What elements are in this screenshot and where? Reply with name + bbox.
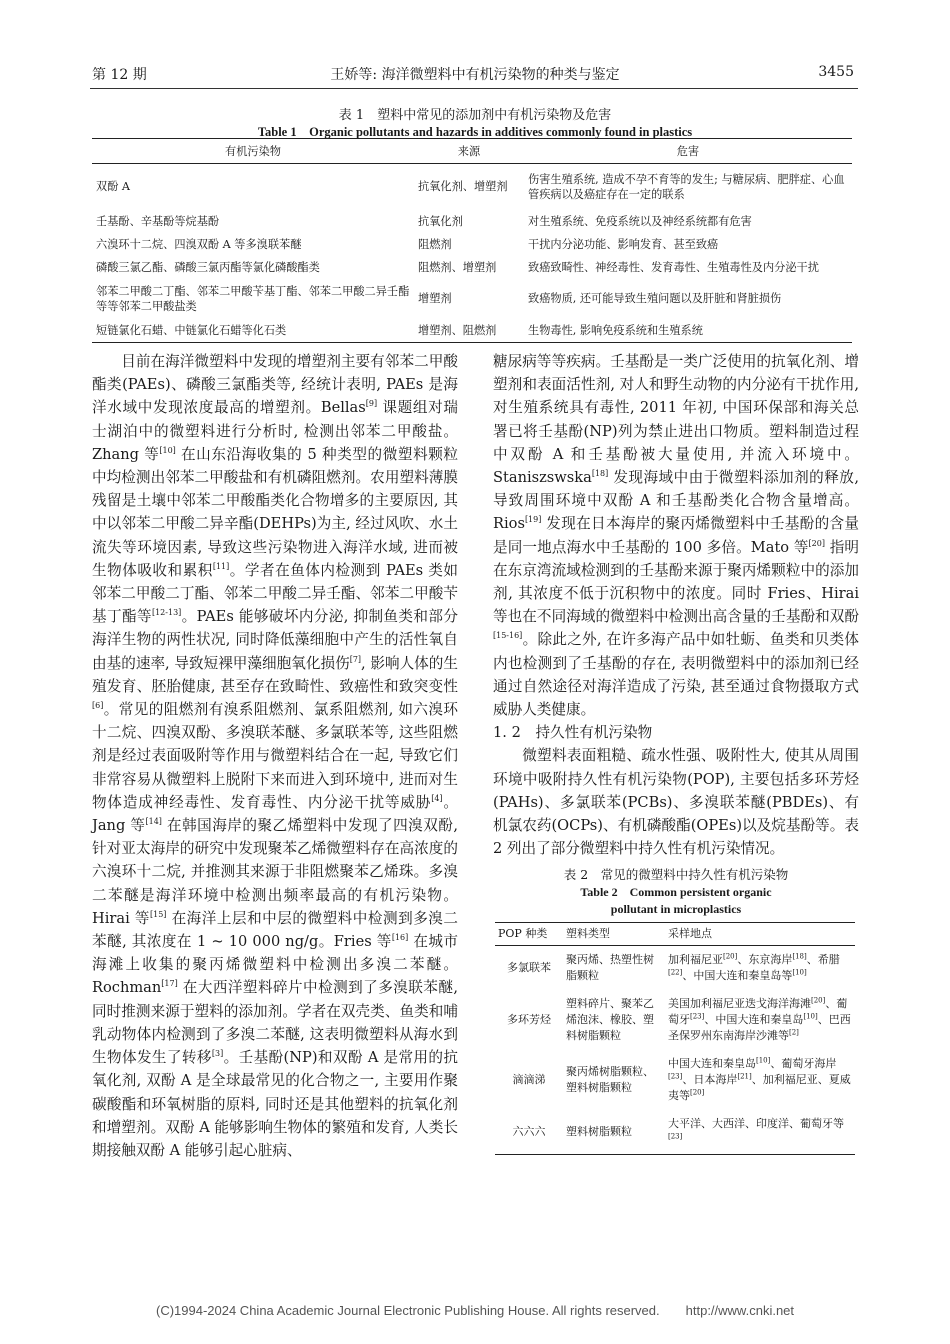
text-run: 。PAEs 能够破坏内分泌, 抑制鱼类和部分海洋生物的两性状况, 同时降低藻细胞中产生的活性氧自由基的速率, 导致短裸甲藻细胞氧化损伤 xyxy=(92,608,458,672)
text-run: 。除此之外, 在许多海产品中如牡蛎、鱼类和贝类体内也检测到了壬基酚的存在, 表明微塑料中的添加剂已经通过自然途径对海洋造成了污染, 甚至通过食物摄取方式威胁人类健康。 xyxy=(493,631,859,719)
table-cell: 磷酸三氯乙酯、磷酸三氯丙酯等氯化磷酸酯类 xyxy=(96,260,320,274)
citation: [6] xyxy=(92,701,104,711)
table-cell: 邻苯二甲酸二丁酯、邻苯二甲酸苄基丁酯、邻苯二甲酸二异壬酯等等邻苯二甲酸盐类 xyxy=(96,284,410,313)
text-run: 在城市海滩上收集的聚丙烯微塑料中检测出多溴二苯醚。Rochman xyxy=(92,933,459,997)
table-row xyxy=(92,210,852,233)
table1-header-cell: 有机污染物 xyxy=(92,139,414,164)
text-run: 在山东沿海收集的 5 种类型的微塑料颗粒中均检测出邻苯二甲酸盐和有机磷阻燃剂。农用塑料薄膜残留是土壤中邻苯二甲酸酯类化合物增多的主要原因, 其中以邻苯二甲酸二异辛酯(DEHPs)为主, 经过风吹、水土流失等环境因素, 导致这些污染物进入海洋水域, 进而被生物体吸收和累积 xyxy=(92,445,458,579)
text-run: 、希腊 xyxy=(806,953,840,967)
text-run: 糖尿病等等疾病。壬基酚是一类广泛使用的抗氧化剂、增塑剂和表面活性剂, 对人和野生动物的内分泌有干扰作用, 对生殖系统具有毒性, 2011 年初, 中国环保部和海关总署已将壬基酚(NP)列为禁止进出口物质。塑料制造过程中双酚 A 和壬基酚被大量使用, 并流入环境中。Staniszswska xyxy=(493,353,859,487)
text-run: 发现在日本海岸的聚丙烯微塑料中壬基酚的含量是同一地点海水中壬基酚的 100 多倍。Mato 等 xyxy=(493,515,859,556)
table-row xyxy=(495,1050,855,1110)
body-paragraph xyxy=(92,350,458,1162)
citation: [10] xyxy=(803,1012,818,1021)
table-cell: 滴滴涕 xyxy=(512,1073,546,1087)
table-cell: 干扰内分泌功能、影响发育、甚至致癌 xyxy=(528,237,719,251)
citation: [20] xyxy=(723,952,738,961)
citation: [11] xyxy=(212,561,230,571)
issue-number: 第 12 期 xyxy=(92,67,147,83)
table1-caption-cn: 表 1 塑料中常见的添加剂中有机污染物及危害 xyxy=(338,108,612,123)
citation: [15-16] xyxy=(493,631,523,641)
page-number: 3455 xyxy=(818,64,854,80)
table-cell xyxy=(665,990,855,1050)
text-run: 在海洋上层和中层的微塑料中检测到多溴二苯醚, 其浓度在 1 ~ 10 000 ng/g。Fries 等 xyxy=(92,909,458,951)
citation: [23] xyxy=(668,1132,683,1141)
citation: [10] xyxy=(792,968,807,977)
citation: [20] xyxy=(808,538,825,548)
citation: [19] xyxy=(524,515,542,525)
caption-line: pollutant in microplastics xyxy=(610,902,742,917)
text-run: 目前在海洋微塑料中发现的增塑剂主要有邻苯二甲酸酯类(PAEs)、磷酸三氯酯类等, 经统计表明, PAEs 是海洋水域中发现浓度最高的增塑剂。Bellas xyxy=(92,353,458,417)
running-title: 王娇等: 海洋微塑料中有机污染物的种类与鉴定 xyxy=(330,67,620,83)
citation: [22] xyxy=(668,968,683,977)
header-rule xyxy=(90,88,858,89)
table-cell xyxy=(665,1050,855,1110)
table-cell: 阻燃剂、增塑剂 xyxy=(418,260,497,274)
table-cell: 聚丙烯、热塑性树脂颗粒 xyxy=(566,953,654,983)
table-cell: 对生殖系统、免疫系统以及神经系统都有危害 xyxy=(528,214,752,228)
table-cell: 六六六 xyxy=(495,1110,563,1155)
table-cell: 生物毒性, 影响免疫系统和生殖系统 xyxy=(524,319,852,343)
table-cell xyxy=(665,1110,855,1155)
citation: [23] xyxy=(668,1072,683,1081)
citation: [10] xyxy=(756,1056,771,1065)
body-paragraph xyxy=(493,350,859,721)
text-run: 。Jang 等 xyxy=(92,793,458,835)
table1-header-row xyxy=(92,139,852,164)
text-run: 指明在东京湾流域检测到的壬基酚来源于聚丙烯颗粒中的添加剂, 其浓度不低于沉积物中的浓度。同时 Fries、Hirai 等也在不同海域的微塑料中检测出高含量的壬基酚和双酚 xyxy=(493,538,860,626)
citation: [18] xyxy=(792,952,807,961)
text-run: 、葡萄牙 xyxy=(668,997,848,1027)
text-run: 、加利福尼亚、夏威夷等 xyxy=(668,1073,851,1103)
table-cell: 抗氧化剂、增塑剂 xyxy=(418,180,508,194)
table-row xyxy=(495,1110,855,1155)
table1 xyxy=(92,138,852,343)
table1-header-cell: 危害 xyxy=(524,139,852,164)
table1-header-cell: 来源 xyxy=(414,139,524,164)
table2-header-cell: POP 种类 xyxy=(495,923,563,946)
caption-line: Table 2 Common persistent organic xyxy=(580,885,772,900)
table-cell: 壬基酚、辛基酚等烷基酚 xyxy=(96,214,220,228)
citation: [10] xyxy=(159,445,176,455)
citation: [21] xyxy=(737,1072,752,1081)
table-cell: 六溴环十二烷、四溴双酚 A 等多溴联苯醚 xyxy=(96,237,302,251)
citation: [12-13] xyxy=(151,608,182,618)
table2-header-cell: 塑料类型 xyxy=(563,923,665,946)
table-cell: 阻燃剂 xyxy=(418,237,452,251)
citation: [3] xyxy=(211,1049,224,1059)
table-cell: 增塑剂、阻燃剂 xyxy=(414,319,524,343)
citation: [15] xyxy=(150,910,167,920)
copyright-footer: (C)1994-2024 China Academic Journal Electronic Publishing House. All rights reserved. http://www.cnki.net xyxy=(155,1303,795,1318)
table-cell: 多氯联苯 xyxy=(507,961,551,975)
table-row xyxy=(92,319,852,343)
table-row xyxy=(92,233,852,256)
section-heading: 1. 2 持久性有机污染物 xyxy=(493,724,653,742)
citation: [23] xyxy=(690,1012,705,1021)
citation: [7] xyxy=(349,654,362,664)
text-run: 。常见的阻燃剂有溴系阻燃剂、氯系阻燃剂, 如六溴环十二烷、四溴双酚、多溴联苯醚、多氯联苯等, 这些阻燃剂是经过表面吸附等作用与微塑料结合在一起, 导致它们非常容易从微塑料上脱附下来而进入到环境中, 进而对生物体造成神经毒性、发育毒性、内分泌干扰等威胁 xyxy=(92,701,458,811)
text-run: 、葡萄牙海岸 xyxy=(770,1057,837,1071)
text-run: 、巴西圣保罗州东南海岸沙滩等 xyxy=(668,1013,851,1043)
table-cell: 聚丙烯树脂颗粒、塑料树脂颗粒 xyxy=(566,1065,654,1095)
table2-header-row xyxy=(495,923,855,946)
text-run: 在韩国海岸的聚乙烯塑料中发现了四溴双酚, 针对亚太海岸的研究中发现聚苯乙烯微塑料存在高浓度的六溴环十二烷, 并推测其来源于非阻燃聚苯乙烯珠。多溴二苯醚是海洋环境中检测出频率最高的有机污染物。Hirai 等 xyxy=(92,817,458,927)
table-row xyxy=(495,946,855,991)
table-cell: 双酚 A xyxy=(96,180,131,194)
text-run: 在大西洋塑料碎片中检测到了多溴联苯醚, 同时推测来源于塑料的添加剂。学者在双壳类、鱼类和哺乳动物体内检测到了多溴二苯醚, 这表明微塑料从海水到生物体发生了转移 xyxy=(92,979,458,1067)
citation: [4] xyxy=(431,794,443,803)
text-run: 、中国大连和秦皇岛 xyxy=(704,1013,804,1027)
table-cell: 短链氯化石蜡、中链氯化石蜡等化石类 xyxy=(92,319,414,343)
table-row xyxy=(92,164,852,210)
text-run: 。壬基酚(NP)和双酚 A 是常用的抗氧化剂, 双酚 A 是全球最常见的化合物之一, 主要用作聚碳酸酯和环氧树脂的原料, 同时还是其他塑料的抗氧化剂和增塑剂。双酚 A 能够影响生物体的繁殖和发育, 人类长期接触双酚 A 能够引起心脏病、 xyxy=(92,1049,458,1159)
citation: [20] xyxy=(690,1088,705,1097)
table-row xyxy=(92,279,852,319)
text-run: 加利福尼亚 xyxy=(668,953,723,967)
text-run: 、东京海岸 xyxy=(737,953,793,967)
citation: [18] xyxy=(591,469,609,479)
right-column xyxy=(493,350,859,1155)
table2 xyxy=(495,922,855,1155)
table2-caption-en xyxy=(493,884,859,918)
body-paragraph: 微塑料表面粗糙、疏水性强、吸附性大, 使其从周围环境中吸附持久性有机污染物(POP), 主要包括多环芳烃(PAHs)、多氯联苯(PCBs)、多溴联苯醚(PBDEs)、有机氯农药(OCPs)、有机磷酸酯(OPEs)以及烷基酚等。表 2 列出了部分微塑料中持久性有机污染情况。 xyxy=(493,747,859,858)
left-column xyxy=(92,350,458,1162)
citation: [17] xyxy=(161,979,178,989)
table-cell: 塑料碎片、聚苯乙烯泡沫、橡胶、塑料树脂颗粒 xyxy=(566,997,654,1043)
citation: [9] xyxy=(365,399,378,409)
text-run: 大平洋、大西洋、印度洋、葡萄牙等 xyxy=(668,1117,844,1131)
text-run: 、中国大连和秦皇岛等 xyxy=(682,969,793,983)
table-cell: 多环芳烃 xyxy=(507,1013,551,1027)
table-cell: 致癌物质, 还可能导致生殖问题以及肝脏和肾脏损伤 xyxy=(528,292,782,305)
text-run: , 影响人体的生殖发育、胚胎健康, 甚至存在致畸性、致癌性和致突变性 xyxy=(92,654,458,695)
table-row xyxy=(92,256,852,279)
citation: [20] xyxy=(811,996,826,1005)
text-run: 美国加利福尼亚迭戈海洋海滩 xyxy=(668,997,811,1011)
citation: [16] xyxy=(391,933,409,943)
table-cell: 伤害生殖系统, 造成不孕不育等的发生; 与糖尿病、肥胖症、心血管疾病以及癌症存在一定的联系 xyxy=(528,172,845,201)
citation: [2] xyxy=(789,1028,799,1037)
text-run: 、日本海岸 xyxy=(682,1073,738,1087)
table-cell: 致癌致畸性、神经毒性、发育毒性、生殖毒性及内分泌干扰 xyxy=(528,260,819,274)
table-row xyxy=(495,990,855,1050)
table-cell xyxy=(665,946,855,991)
table-cell: 抗氧化剂 xyxy=(418,214,463,228)
table-cell: 塑料树脂颗粒 xyxy=(563,1110,665,1155)
text-run: 发现海域中由于微塑料添加剂的释放, 导致周围环境中双酚 A 和壬基酚类化合物含量增高。Rios xyxy=(493,469,859,533)
table2-header-cell: 采样地点 xyxy=(665,923,855,946)
text-run: 。学者在鱼体内检测到 PAEs 类如邻苯二甲酸二丁酯、邻苯二甲酸二异壬酯、邻苯二甲酸苄基丁酯等 xyxy=(92,561,458,626)
table-cell: 增塑剂 xyxy=(418,292,452,305)
table2-caption-cn: 表 2 常见的微塑料中持久性有机污染物 xyxy=(563,867,789,883)
table1-caption-en: Table 1 Organic pollutants and hazards in additives commonly found in plastics xyxy=(257,125,693,139)
text-run: 中国大连和秦皇岛 xyxy=(668,1057,756,1071)
citation: [14] xyxy=(145,817,162,827)
text-run: 课题组对瑞士湖泊中的微塑料进行分析时, 检测出邻苯二甲酸盐。Zhang 等 xyxy=(92,399,458,463)
